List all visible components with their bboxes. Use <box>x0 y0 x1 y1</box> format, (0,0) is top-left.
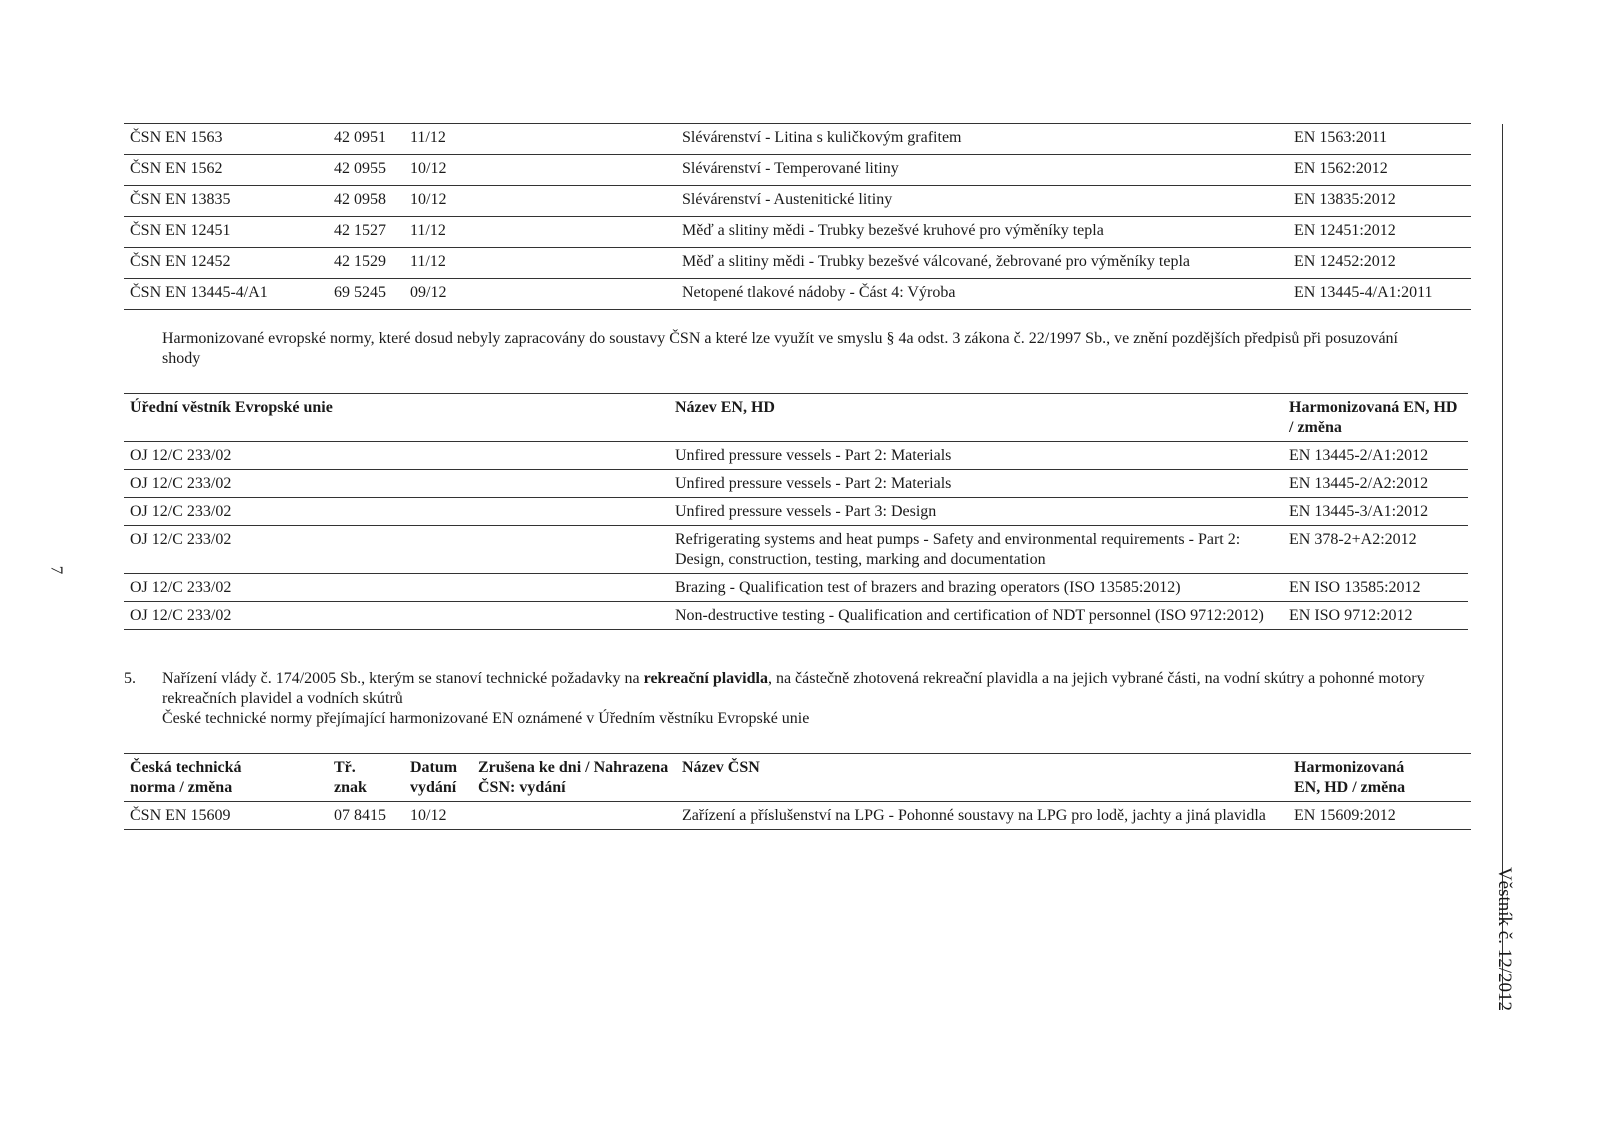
table-cell: Netopené tlakové nádoby - Část 4: Výroba <box>682 284 956 301</box>
table-cell: 11/12 <box>410 253 446 270</box>
table-cell: ČSN EN 1562 <box>130 160 223 177</box>
col-header-harmonized: Harmonizovaná EN, HD / změna <box>1294 759 1406 796</box>
table-cell: 42 0958 <box>334 191 386 208</box>
table-cell: OJ 12/C 233/02 <box>130 607 232 624</box>
table-cell: Slévárenství - Austenitické litiny <box>682 191 893 208</box>
col-header-date: Datum vydání <box>410 759 458 796</box>
table-cell: EN ISO 9712:2012 <box>1289 607 1413 624</box>
section-5-bold: rekreační plavidla <box>643 670 768 687</box>
table-cell: OJ 12/C 233/02 <box>130 579 232 596</box>
col-header-title: Název EN, HD <box>675 399 775 416</box>
standards-table-3 <box>124 753 1471 830</box>
table-cell: Měď a slitiny mědi - Trubky bezešvé kruhové pro výměníky tepla <box>682 222 1104 239</box>
table-row <box>124 279 1471 310</box>
table-cell: Refrigerating systems and heat pumps - Safety and environmental requirements - Part 2: Design, construction, testing, marking and documentation <box>675 531 1241 568</box>
page-number: 7 <box>47 565 67 575</box>
section-5-text <box>162 669 1472 729</box>
table-cell <box>472 186 676 217</box>
section-5-text-after: , na částečně zhotovená rekreační plavidla a na jejich vybrané části, na vodní skútry a pohonné motory rekreačních plavidel a vodních skútrů <box>162 670 1425 707</box>
side-title: Věstník č. 12/2012 <box>1494 866 1515 1012</box>
table-row <box>124 602 1468 630</box>
table-cell: EN 378-2+A2:2012 <box>1289 531 1417 548</box>
table-cell: EN 1563:2011 <box>1294 129 1388 146</box>
table-cell: 10/12 <box>410 160 447 177</box>
table-cell: OJ 12/C 233/02 <box>130 475 232 492</box>
table-cell <box>472 279 676 310</box>
section-5-text-before: Nařízení vlády č. 174/2005 Sb., kterým se stanoví technické požadavky na <box>162 670 644 687</box>
table-cell: 11/12 <box>410 222 446 239</box>
table-cell <box>472 217 676 248</box>
table-row <box>124 217 1471 248</box>
table-row <box>124 574 1468 602</box>
table-cell: Zařízení a příslušenství na LPG - Pohonné soustavy na LPG pro lodě, jachty a jiná plavidla <box>682 807 1266 824</box>
table-cell: EN 15609:2012 <box>1294 807 1396 824</box>
table-cell: EN 13445-2/A1:2012 <box>1289 447 1429 464</box>
table-row <box>124 442 1468 470</box>
table-row <box>124 470 1468 498</box>
table-cell: OJ 12/C 233/02 <box>130 531 232 548</box>
table-cell: 42 0955 <box>334 160 386 177</box>
col-header-title: Název ČSN <box>682 759 760 776</box>
table-header-row <box>124 754 1471 802</box>
table-cell: 42 1529 <box>334 253 386 270</box>
harmonized-en-table <box>124 393 1468 630</box>
table-cell: 69 5245 <box>334 284 386 301</box>
table-header-row <box>124 394 1468 442</box>
table-cell: OJ 12/C 233/02 <box>130 447 232 464</box>
col-header-class: Tř. znak <box>334 759 367 796</box>
table-cell: EN 12451:2012 <box>1294 222 1396 239</box>
table-cell: EN 13445-2/A2:2012 <box>1289 475 1429 492</box>
table-cell: 09/12 <box>410 284 447 301</box>
table-cell: ČSN EN 13445-4/A1 <box>130 284 268 301</box>
table-cell <box>472 155 676 186</box>
section-number: 5. <box>124 670 136 687</box>
section-5-subtitle: České technické normy přejímající harmonizované EN oznámené v Úředním věstníku Evropské unie <box>162 710 810 727</box>
table-row <box>124 498 1468 526</box>
table-cell: Měď a slitiny mědi - Trubky bezešvé válcované, žebrované pro výměníky tepla <box>682 253 1190 270</box>
table-row <box>124 248 1471 279</box>
standards-table-1 <box>124 123 1471 310</box>
col-header-cancelled: Zrušena ke dni / Nahrazena ČSN: vydání <box>478 759 669 796</box>
table-cell: Unfired pressure vessels - Part 2: Materials <box>675 475 952 492</box>
table-cell: Unfired pressure vessels - Part 3: Design <box>675 503 937 520</box>
table-cell: ČSN EN 13835 <box>130 191 231 208</box>
table-cell: 42 0951 <box>334 129 386 146</box>
table-cell: ČSN EN 1563 <box>130 129 223 146</box>
table-cell <box>472 802 676 830</box>
harmonized-note: Harmonizované evropské normy, které dosud nebyly zapracovány do soustavy ČSN a které lze využít ve smyslu § 4a odst. 3 zákona č. 22/1997 Sb., ve znění pozdějších předpisů při posuzování shody <box>162 330 1398 367</box>
table-cell: EN 13835:2012 <box>1294 191 1396 208</box>
table-cell: EN ISO 13585:2012 <box>1289 579 1421 596</box>
table-cell: 11/12 <box>410 129 446 146</box>
table-row <box>124 155 1471 186</box>
table-cell: 10/12 <box>410 191 447 208</box>
table-cell: ČSN EN 12451 <box>130 222 231 239</box>
table-row <box>124 124 1471 155</box>
col-header-journal: Úřední věstník Evropské unie <box>130 399 333 416</box>
table-cell: ČSN EN 15609 <box>130 807 231 824</box>
table-cell: ČSN EN 12452 <box>130 253 231 270</box>
table-cell: Slévárenství - Litina s kuličkovým grafitem <box>682 129 962 146</box>
table-cell: EN 13445-4/A1:2011 <box>1294 284 1433 301</box>
col-header-norm: Česká technická norma / změna <box>130 759 242 796</box>
table-row <box>124 186 1471 217</box>
table-cell <box>472 248 676 279</box>
table-cell: Unfired pressure vessels - Part 2: Materials <box>675 447 952 464</box>
table-cell: 10/12 <box>410 807 447 824</box>
table-cell: EN 1562:2012 <box>1294 160 1388 177</box>
table-cell: EN 13445-3/A1:2012 <box>1289 503 1429 520</box>
table-row <box>124 802 1471 830</box>
table-cell: 42 1527 <box>334 222 386 239</box>
table-cell: 07 8415 <box>334 807 386 824</box>
table-row <box>124 526 1468 574</box>
table-cell: EN 12452:2012 <box>1294 253 1396 270</box>
table-cell: Slévárenství - Temperované litiny <box>682 160 899 177</box>
table-cell: OJ 12/C 233/02 <box>130 503 232 520</box>
table-cell: Non-destructive testing - Qualification and certification of NDT personnel (ISO 9712:2012) <box>675 607 1264 624</box>
col-header-harmonized: Harmonizovaná EN, HD / změna <box>1289 399 1458 436</box>
table-cell <box>472 124 676 155</box>
table-cell: Brazing - Qualification test of brazers and brazing operators (ISO 13585:2012) <box>675 579 1181 596</box>
